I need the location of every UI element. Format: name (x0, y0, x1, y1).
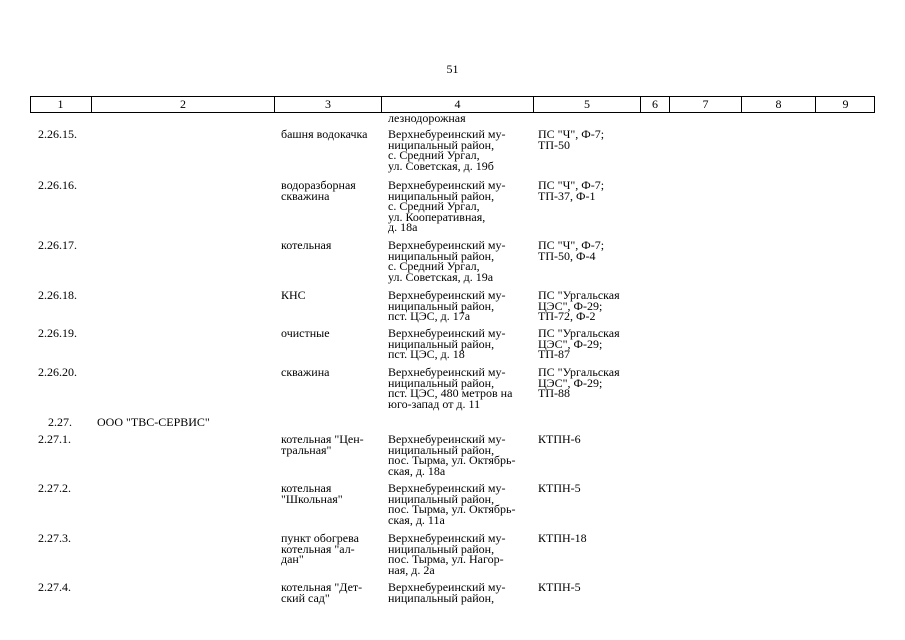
row-power-source: ПС "Ургальская ЦЭС", Ф-29; ТП-87 (538, 326, 620, 361)
row-address: Верхнебуреинский му- ниципальный район, пос. Тырма, ул. Нагор- ная, д. 2а (388, 531, 506, 577)
row-object: водоразборная скважина (281, 178, 356, 203)
row-power-source: ПС "Ургальская ЦЭС", Ф-29; ТП-88 (538, 365, 620, 400)
row-address: Верхнебуреинский му- ниципальный район, (388, 580, 506, 605)
row-number: 2.26.20. (38, 365, 77, 379)
row-power-source: ПС "Ургальская ЦЭС", Ф-29; ТП-72, Ф-2 (538, 288, 620, 323)
header-col-8: 8 (741, 97, 815, 112)
header-col-2: 2 (91, 97, 274, 112)
row-object: котельная "Цен- тральная" (281, 432, 364, 457)
row-number: 2.27.1. (38, 432, 71, 446)
row-address: Верхнебуреинский му- ниципальный район, с. Средний Ургал, ул. Советская, д. 19б (388, 127, 506, 173)
row-object: КНС (281, 288, 306, 302)
row-object: очистные (281, 326, 330, 340)
row-object: скважина (281, 365, 330, 379)
row-object: котельная "Дет- ский сад" (281, 580, 363, 605)
header-col-4: 4 (381, 97, 533, 112)
row-power-source: КТПН-5 (538, 580, 581, 594)
header-col-3: 3 (274, 97, 381, 112)
continued-text: лезнодорожная (388, 111, 466, 125)
row-object: пункт обогрева котельная "ал- дан" (281, 531, 359, 566)
row-power-source: ПС "Ч", Ф-7; ТП-37, Ф-1 (538, 178, 605, 203)
page-number: 51 (446, 62, 459, 76)
row-power-source: ПС "Ч", Ф-7; ТП-50, Ф-4 (538, 238, 605, 263)
row-number: 2.26.17. (38, 238, 77, 252)
row-power-source: ПС "Ч", Ф-7; ТП-50 (538, 127, 605, 152)
row-power-source: КТПН-6 (538, 432, 581, 446)
row-address: Верхнебуреинский му- ниципальный район, с. Средний Ургал, ул. Кооперативная, д. 18а (388, 178, 506, 234)
row-object: котельная (281, 238, 332, 252)
header-col-9: 9 (815, 97, 875, 112)
row-power-source: КТПН-18 (538, 531, 587, 545)
row-number: 2.27.3. (38, 531, 71, 545)
row-power-source: КТПН-5 (538, 481, 581, 495)
row-address: Верхнебуреинский му- ниципальный район, с. Средний Ургал, ул. Советская, д. 19а (388, 238, 506, 284)
row-object: башня водокачка (281, 127, 368, 141)
row-address: Верхнебуреинский му- ниципальный район, пст. ЦЭС, д. 18 (388, 326, 506, 361)
row-number: 2.26.19. (38, 326, 77, 340)
row-number: 2.26.18. (38, 288, 77, 302)
row-address: Верхнебуреинский му- ниципальный район, пос. Тырма, ул. Октябрь- ская, д. 11а (388, 481, 516, 527)
row-number: 2.27. (48, 415, 72, 429)
header-col-7: 7 (669, 97, 741, 112)
row-number: 2.26.16. (38, 178, 77, 192)
row-number: 2.26.15. (38, 127, 77, 141)
row-address: Верхнебуреинский му- ниципальный район, пст. ЦЭС, д. 17а (388, 288, 506, 323)
row-address: Верхнебуреинский му- ниципальный район, пос. Тырма, ул. Октябрь- ская, д. 18а (388, 432, 516, 478)
row-owner: ООО "ТВС-СЕРВИС" (97, 415, 210, 429)
header-col-6: 6 (640, 97, 669, 112)
row-address: Верхнебуреинский му- ниципальный район, пст. ЦЭС, 480 метров на юго-запад от д. 11 (388, 365, 513, 411)
row-number: 2.27.4. (38, 580, 71, 594)
header-col-1: 1 (57, 97, 64, 111)
header-col-5: 5 (533, 97, 640, 112)
row-number: 2.27.2. (38, 481, 71, 495)
row-object: котельная "Школьная" (281, 481, 343, 506)
